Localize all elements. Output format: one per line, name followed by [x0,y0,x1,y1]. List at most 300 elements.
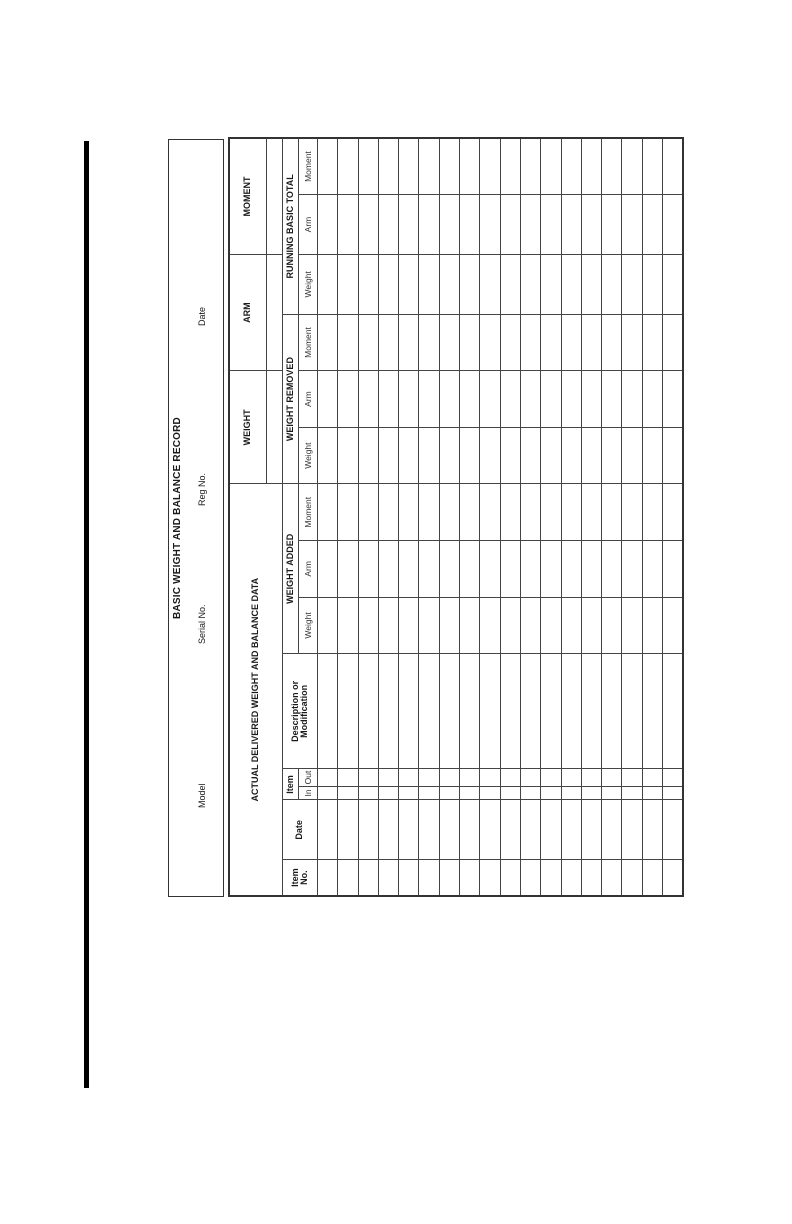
table-cell[interactable] [318,786,338,800]
table-cell[interactable] [378,314,398,371]
table-cell[interactable] [602,654,622,769]
table-cell[interactable] [581,138,601,195]
table-cell[interactable] [622,138,642,195]
table-cell[interactable] [622,654,642,769]
table-cell[interactable] [480,597,500,654]
table-cell[interactable] [378,427,398,484]
table-cell[interactable] [541,254,561,314]
table-cell[interactable] [439,314,459,371]
table-cell[interactable] [419,800,439,860]
table-cell[interactable] [358,597,378,654]
table-cell[interactable] [602,597,622,654]
table-cell[interactable] [541,800,561,860]
table-cell[interactable] [500,138,520,195]
table-cell[interactable] [480,195,500,255]
table-cell[interactable] [439,786,459,800]
table-cell[interactable] [663,541,684,598]
table-cell[interactable] [399,314,419,371]
table-cell[interactable] [419,195,439,255]
table-cell[interactable] [358,314,378,371]
table-cell[interactable] [622,860,642,896]
in-header: In [299,786,318,800]
table-cell[interactable] [358,195,378,255]
table-cell[interactable] [622,254,642,314]
table-cell[interactable] [622,786,642,800]
table-cell[interactable] [541,427,561,484]
table-cell[interactable] [520,541,540,598]
table-cell[interactable] [480,654,500,769]
table-cell[interactable] [561,860,581,896]
table-cell[interactable] [378,195,398,255]
table-cell[interactable] [439,541,459,598]
table-cell[interactable] [561,195,581,255]
table-cell[interactable] [561,786,581,800]
table-row [338,138,358,896]
table-cell[interactable] [520,195,540,255]
table-cell[interactable] [419,541,439,598]
table-cell[interactable] [378,484,398,541]
table-cell[interactable] [561,314,581,371]
table-cell[interactable] [581,800,601,860]
table-cell[interactable] [338,786,358,800]
table-cell[interactable] [378,769,398,786]
table-cell[interactable] [318,541,338,598]
table-cell[interactable] [581,195,601,255]
table-cell[interactable] [439,769,459,786]
table-cell[interactable] [541,597,561,654]
table-cell[interactable] [378,597,398,654]
table-cell[interactable] [419,769,439,786]
table-cell[interactable] [663,254,684,314]
table-cell[interactable] [318,769,338,786]
table-cell[interactable] [318,138,338,195]
table-cell[interactable] [338,484,358,541]
table-cell[interactable] [480,138,500,195]
table-cell[interactable] [602,371,622,428]
table-cell[interactable] [602,427,622,484]
table-cell[interactable] [581,769,601,786]
table-cell[interactable] [460,654,480,769]
table-cell[interactable] [399,654,419,769]
table-cell[interactable] [520,654,540,769]
table-cell[interactable] [419,597,439,654]
arm-header: ARM [229,254,267,370]
table-cell[interactable] [419,371,439,428]
table-cell[interactable] [602,254,622,314]
table-cell[interactable] [399,427,419,484]
table-cell[interactable] [642,860,662,896]
weight-blank [267,371,283,484]
table-cell[interactable] [663,314,684,371]
table-cell[interactable] [581,860,601,896]
table-cell[interactable] [399,371,419,428]
table-cell[interactable] [439,860,459,896]
table-cell[interactable] [602,195,622,255]
table-cell[interactable] [460,786,480,800]
table-cell[interactable] [602,860,622,896]
table-cell[interactable] [541,654,561,769]
table-cell[interactable] [602,484,622,541]
table-cell[interactable] [663,800,684,860]
table-cell[interactable] [541,786,561,800]
table-cell[interactable] [500,769,520,786]
table-cell[interactable] [318,484,338,541]
table-cell[interactable] [480,860,500,896]
table-cell[interactable] [338,314,358,371]
table-cell[interactable] [500,371,520,428]
table-cell[interactable] [642,786,662,800]
table-cell[interactable] [663,597,684,654]
table-cell[interactable] [622,314,642,371]
table-cell[interactable] [561,654,581,769]
table-cell[interactable] [399,800,419,860]
table-cell[interactable] [520,138,540,195]
table-cell[interactable] [581,484,601,541]
table-cell[interactable] [520,786,540,800]
table-cell[interactable] [541,371,561,428]
table-cell[interactable] [622,484,642,541]
moment-blank [267,138,283,254]
weight-added-header: WEIGHT ADDED [283,484,299,654]
table-row [602,138,622,896]
table-cell[interactable] [520,597,540,654]
table-cell[interactable] [622,541,642,598]
table-cell[interactable] [378,654,398,769]
record-header [168,139,224,897]
table-cell[interactable] [338,654,358,769]
table-cell[interactable] [642,138,662,195]
table-cell[interactable] [561,427,581,484]
weight-balance-table [228,137,684,897]
table-cell[interactable] [663,371,684,428]
table-cell[interactable] [338,254,358,314]
table-cell[interactable] [520,769,540,786]
table-cell[interactable] [358,371,378,428]
arm-blank [267,254,283,370]
table-cell[interactable] [541,860,561,896]
model-field[interactable]: Model [197,783,207,808]
table-cell[interactable] [460,195,480,255]
table-cell[interactable] [520,371,540,428]
table-row [358,138,378,896]
table-cell[interactable] [581,541,601,598]
table-cell[interactable] [419,786,439,800]
weight-removed-header: WEIGHT REMOVED [283,314,299,484]
table-row [520,138,540,896]
table-cell[interactable] [439,654,459,769]
table-cell[interactable] [399,786,419,800]
table-row [399,138,419,896]
table-cell[interactable] [480,371,500,428]
table-cell[interactable] [318,314,338,371]
table-cell[interactable] [520,800,540,860]
table-cell[interactable] [642,254,662,314]
table-cell[interactable] [338,541,358,598]
table-row [378,138,398,896]
table-cell[interactable] [520,254,540,314]
running-moment-col: Moment [299,138,318,195]
table-cell[interactable] [642,427,662,484]
table-cell[interactable] [500,314,520,371]
table-cell[interactable] [460,427,480,484]
table-cell[interactable] [338,195,358,255]
table-cell[interactable] [318,427,338,484]
table-cell[interactable] [622,769,642,786]
table-cell[interactable] [480,800,500,860]
table-row [439,138,459,896]
table-cell[interactable] [318,195,338,255]
table-cell[interactable] [378,800,398,860]
table-cell[interactable] [439,371,459,428]
table-cell[interactable] [338,860,358,896]
table-cell[interactable] [480,541,500,598]
table-cell[interactable] [358,769,378,786]
table-cell[interactable] [500,654,520,769]
table-cell[interactable] [338,138,358,195]
table-cell[interactable] [561,138,581,195]
table-cell[interactable] [561,371,581,428]
table-cell[interactable] [581,371,601,428]
record-title: BASIC WEIGHT AND BALANCE RECORD [172,417,183,619]
table-cell[interactable] [419,860,439,896]
table-row [663,138,684,896]
table-cell[interactable] [500,254,520,314]
table-cell[interactable] [663,427,684,484]
date-field[interactable]: Date [197,306,207,326]
table-cell[interactable] [358,254,378,314]
removed-moment-col: Moment [299,314,318,371]
table-cell[interactable] [460,541,480,598]
form-landscape [166,137,676,897]
table-cell[interactable] [358,654,378,769]
table-cell[interactable] [460,314,480,371]
table-cell[interactable] [602,541,622,598]
table-row [500,138,520,896]
running-total-header: RUNNING BASIC TOTAL [283,138,299,314]
table-cell[interactable] [561,484,581,541]
table-cell[interactable] [622,427,642,484]
margin-bar [84,141,89,1088]
table-cell[interactable] [460,371,480,428]
running-weight-col: Weight [299,254,318,314]
table-cell[interactable] [399,195,419,255]
table-row [480,138,500,896]
item-no-header: Item No. [283,860,318,896]
table-cell[interactable] [439,484,459,541]
table-cell[interactable] [399,597,419,654]
table-cell[interactable] [338,800,358,860]
reg-field[interactable]: Reg No. [197,472,207,506]
rotated-form [166,137,676,897]
removed-weight-col: Weight [299,427,318,484]
table-cell[interactable] [338,597,358,654]
table-cell[interactable] [561,800,581,860]
table-cell[interactable] [460,254,480,314]
table-cell[interactable] [358,800,378,860]
description-header: Description or Modification [283,654,318,769]
table-cell[interactable] [378,254,398,314]
table-cell[interactable] [622,195,642,255]
table-cell[interactable] [663,484,684,541]
table-cell[interactable] [622,597,642,654]
table-cell[interactable] [581,254,601,314]
table-cell[interactable] [561,254,581,314]
table-cell[interactable] [399,541,419,598]
out-header: Out [299,769,318,786]
table-cell[interactable] [642,541,662,598]
table-cell[interactable] [439,195,459,255]
table-cell[interactable] [460,769,480,786]
table-cell[interactable] [439,800,459,860]
table-cell[interactable] [338,427,358,484]
table-cell[interactable] [358,427,378,484]
table-cell[interactable] [541,769,561,786]
table-row [460,138,480,896]
table-cell[interactable] [358,786,378,800]
table-cell[interactable] [419,314,439,371]
table-cell[interactable] [622,800,642,860]
table-row [622,138,642,896]
table-cell[interactable] [318,371,338,428]
running-arm-col: Arm [299,195,318,255]
table-cell[interactable] [541,541,561,598]
table-cell[interactable] [358,138,378,195]
table-cell[interactable] [642,195,662,255]
table-cell[interactable] [520,484,540,541]
table-cell[interactable] [500,484,520,541]
table-cell[interactable] [378,541,398,598]
table-row [561,138,581,896]
table-cell[interactable] [520,314,540,371]
table-cell[interactable] [419,254,439,314]
table-cell[interactable] [480,314,500,371]
table-cell[interactable] [318,254,338,314]
table-cell[interactable] [602,786,622,800]
moment-header: MOMENT [229,138,267,254]
table-row [318,138,338,896]
table-cell[interactable] [663,769,684,786]
table-cell[interactable] [500,860,520,896]
table-cell[interactable] [500,800,520,860]
table-cell[interactable] [663,138,684,195]
table-cell[interactable] [399,138,419,195]
table-cell[interactable] [480,484,500,541]
table-cell[interactable] [480,427,500,484]
table-cell[interactable] [419,427,439,484]
table-cell[interactable] [358,541,378,598]
table-cell[interactable] [338,769,358,786]
table-cell[interactable] [642,314,662,371]
table-cell[interactable] [602,138,622,195]
table-cell[interactable] [460,800,480,860]
table-cell[interactable] [318,800,338,860]
table-cell[interactable] [318,597,338,654]
table-cell[interactable] [541,314,561,371]
table-cell[interactable] [318,860,338,896]
table-row [541,138,561,896]
table-cell[interactable] [500,786,520,800]
table-cell[interactable] [460,138,480,195]
table-cell[interactable] [480,769,500,786]
table-cell[interactable] [419,138,439,195]
added-arm-col: Arm [299,541,318,598]
table-cell[interactable] [581,654,601,769]
table-cell[interactable] [399,860,419,896]
table-cell[interactable] [378,860,398,896]
table-cell[interactable] [419,484,439,541]
table-cell[interactable] [520,427,540,484]
serial-field[interactable]: Serial No. [197,604,207,644]
table-cell[interactable] [439,254,459,314]
table-cell[interactable] [378,786,398,800]
table-row [419,138,439,896]
table-cell[interactable] [378,371,398,428]
table-cell[interactable] [480,254,500,314]
table-cell[interactable] [500,541,520,598]
table-cell[interactable] [399,254,419,314]
table-cell[interactable] [358,484,378,541]
table-cell[interactable] [460,484,480,541]
table-cell[interactable] [663,860,684,896]
table-cell[interactable] [642,769,662,786]
table-cell[interactable] [541,138,561,195]
table-cell[interactable] [541,484,561,541]
table-cell[interactable] [642,597,662,654]
table-cell[interactable] [439,597,459,654]
table-cell[interactable] [480,786,500,800]
table-cell[interactable] [460,860,480,896]
table-cell[interactable] [399,484,419,541]
table-cell[interactable] [561,769,581,786]
table-cell[interactable] [663,786,684,800]
table-cell[interactable] [500,597,520,654]
table-cell[interactable] [602,314,622,371]
table-cell[interactable] [439,138,459,195]
table-cell[interactable] [399,769,419,786]
table-cell[interactable] [520,860,540,896]
table-cell[interactable] [541,195,561,255]
table-cell[interactable] [663,654,684,769]
table-cell[interactable] [338,371,358,428]
date-header: Date [283,800,318,860]
table-cell[interactable] [642,371,662,428]
table-cell[interactable] [439,427,459,484]
table-cell[interactable] [642,800,662,860]
table-cell[interactable] [663,195,684,255]
table-cell[interactable] [581,786,601,800]
table-cell[interactable] [378,138,398,195]
table-cell[interactable] [602,769,622,786]
table-cell[interactable] [419,654,439,769]
table-cell[interactable] [642,654,662,769]
table-cell[interactable] [500,195,520,255]
table-cell[interactable] [318,654,338,769]
table-cell[interactable] [581,314,601,371]
table-cell[interactable] [561,541,581,598]
table-cell[interactable] [561,597,581,654]
table-cell[interactable] [602,800,622,860]
table-cell[interactable] [460,597,480,654]
table-cell[interactable] [581,597,601,654]
table-cell[interactable] [622,371,642,428]
table-cell[interactable] [358,860,378,896]
table-cell[interactable] [500,427,520,484]
table-cell[interactable] [642,484,662,541]
table-cell[interactable] [581,427,601,484]
added-moment-col: Moment [299,484,318,541]
table-row [581,138,601,896]
section-title: ACTUAL DELIVERED WEIGHT AND BALANCE DATA [229,484,283,896]
